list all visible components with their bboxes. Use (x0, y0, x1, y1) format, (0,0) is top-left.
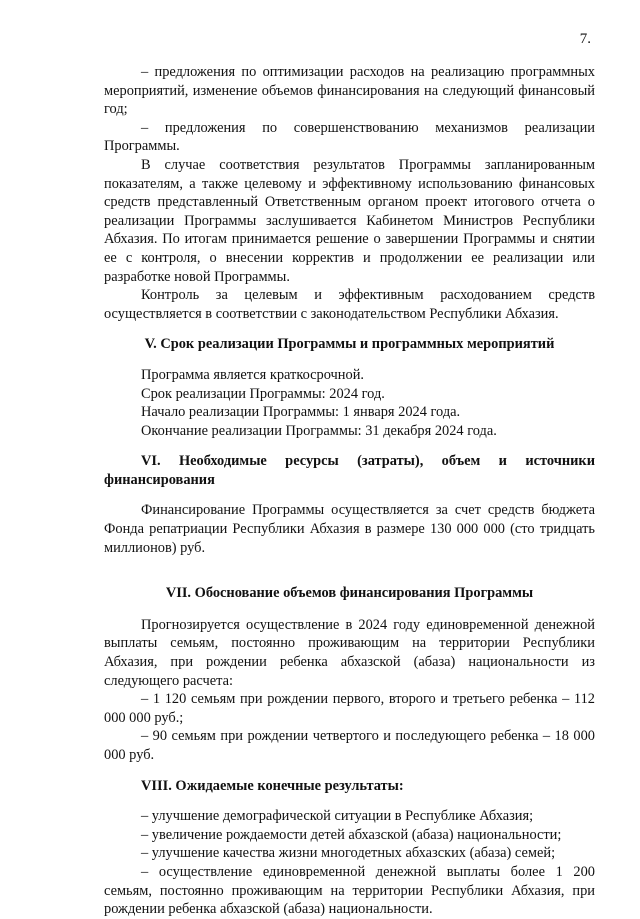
section-vii-paragraph: – 90 семьям при рождении четвертого и последующего ребенка – 18 000 000 руб. (104, 728, 595, 763)
section-heading-vi: VI. Необходимые ресурсы (затраты), объем и источники финансирования (104, 453, 595, 488)
section-vii-paragraph: Прогнозируется осуществление в 2024 году единовременной денежной выплаты семьям, постоянно проживающим на территории Республики Абхазия, при рождении ребенка абхазской (абаза) национальности из следующего расчета: (104, 616, 595, 689)
result-item: – увеличение рождаемости детей абхазской (абаза) национальности; (141, 826, 562, 843)
page-number: 7. (579, 31, 591, 47)
section-v-line: Окончание реализации Программы: 31 декабря 2024 года. (141, 422, 497, 439)
paragraph: – предложения по оптимизации расходов на реализацию программных мероприятий, изменение объемов финансирования на следующий финансовый год; (104, 64, 595, 118)
section-v-line: Программа является краткосрочной. (141, 366, 364, 383)
section-vii-paragraph: – 1 120 семьям при рождении первого, второго и третьего ребенка – 112 000 000 руб.; (104, 691, 595, 726)
section-vi-text: Финансирование Программы осуществляется за счет средств бюджета Фонда репатриации Республики Абхазия в размере 130 000 000 (сто тридцать миллионов) руб. (104, 502, 595, 556)
result-item: – улучшение качества жизни многодетных абхазских (абаза) семей; (141, 845, 556, 862)
paragraph: В случае соответствия результатов Программы запланированным показателям, а также целевому и эффективному использованию финансовых средств представленный Ответственным органом проект итогового отчета о реализации Программы заслушивается Кабинетом Министров Республики Абхазия. По итогам принимается решение о завершении Программы и снятии ее с контроля, о внесении корректив и продолжении ее реализации или разработке новой Программы. (104, 156, 595, 285)
section-heading-v: V. Срок реализации Программы и программных мероприятий (144, 336, 555, 353)
result-item: – улучшение демографической ситуации в Республике Абхазия; (141, 808, 534, 825)
document-body (104, 63, 595, 919)
section-heading-vii: VII. Обоснование объемов финансирования Программы (165, 585, 534, 602)
section-heading-viii: VIII. Ожидаемые конечные результаты: (141, 777, 404, 794)
section-v-line: Срок реализации Программы: 2024 год. (141, 385, 385, 402)
section-v-line: Начало реализации Программы: 1 января 2024 года. (141, 404, 461, 421)
paragraph: Контроль за целевым и эффективным расходованием средств осуществляется в соответствии с законодательством Республики Абхазия. (104, 287, 595, 322)
result-item: – осуществление единовременной денежной выплаты более 1 200 семьям, постоянно проживающим на территории Республики Абхазия, при рождении ребенка абхазской (абаза) национальности. (104, 863, 595, 918)
paragraph: – предложения по совершенствованию механизмов реализации Программы. (104, 119, 595, 155)
